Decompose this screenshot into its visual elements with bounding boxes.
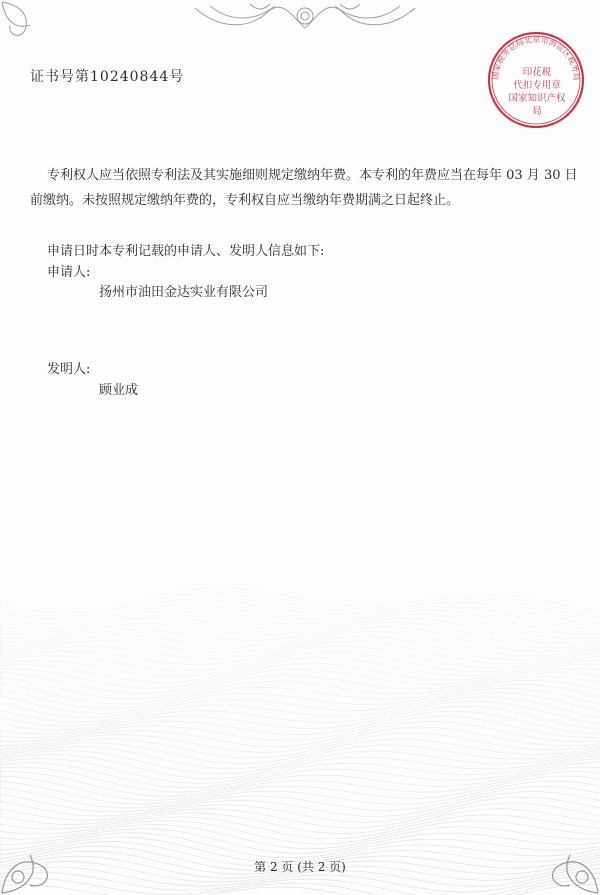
guilloche-line	[0, 797, 600, 822]
seal-line-3: 国家知识产权局	[508, 93, 566, 117]
top-ornament	[190, 0, 420, 42]
corner-ornament-top-left	[0, 0, 70, 70]
guilloche-line	[0, 727, 600, 752]
seal-line-2: 代扣专用章	[513, 80, 561, 91]
guilloche-line	[0, 599, 600, 624]
guilloche-line	[0, 688, 600, 713]
applicant-label: 申请人:	[47, 265, 91, 280]
page-number: 第 2 页 (共 2 页)	[254, 860, 346, 874]
inventor-label: 发明人:	[47, 362, 91, 377]
seal-line-1: 印花税	[522, 67, 552, 78]
fee-paragraph: 专利权人应当依照专利法及其实施细则规定缴纳年费。本专利的年费应当在每年 03 月 30 日前缴纳。未按照规定缴纳年费的，专利权自应当缴纳年费期满之日起终止。	[30, 168, 578, 208]
guilloche-line	[0, 733, 600, 758]
guilloche-line	[0, 763, 600, 788]
applicant-name: 扬州市油田金达实业有限公司	[99, 285, 269, 300]
guilloche-line	[0, 587, 600, 612]
guilloche-line	[0, 821, 600, 844]
guilloche-line	[0, 829, 600, 854]
guilloche-line	[0, 593, 600, 618]
guilloche-line	[0, 739, 600, 764]
guilloche-line	[0, 745, 600, 769]
certificate-number: 证书号第10240844号	[30, 69, 185, 85]
inventor-name: 顾业成	[99, 383, 139, 398]
guilloche-background	[0, 560, 600, 895]
guilloche-line	[0, 605, 600, 629]
guilloche-line	[0, 675, 600, 699]
guilloche-line	[0, 879, 600, 895]
guilloche-line	[0, 610, 600, 634]
guilloche-line	[0, 627, 600, 652]
guilloche-line	[0, 792, 600, 817]
svg-text:国家税务总局北京市海淀区税务局: 国家税务总局北京市海淀区税务局	[490, 34, 582, 82]
guilloche-line	[0, 809, 600, 834]
guilloche-line	[0, 711, 600, 735]
guilloche-line	[0, 681, 600, 705]
applicant-info-intro: 申请日时本专利记载的申请人、发明人信息如下:	[47, 244, 325, 259]
seal-center-text	[507, 66, 567, 118]
guilloche-line	[0, 776, 600, 800]
guilloche-line	[0, 636, 600, 660]
guilloche-line	[0, 815, 600, 839]
